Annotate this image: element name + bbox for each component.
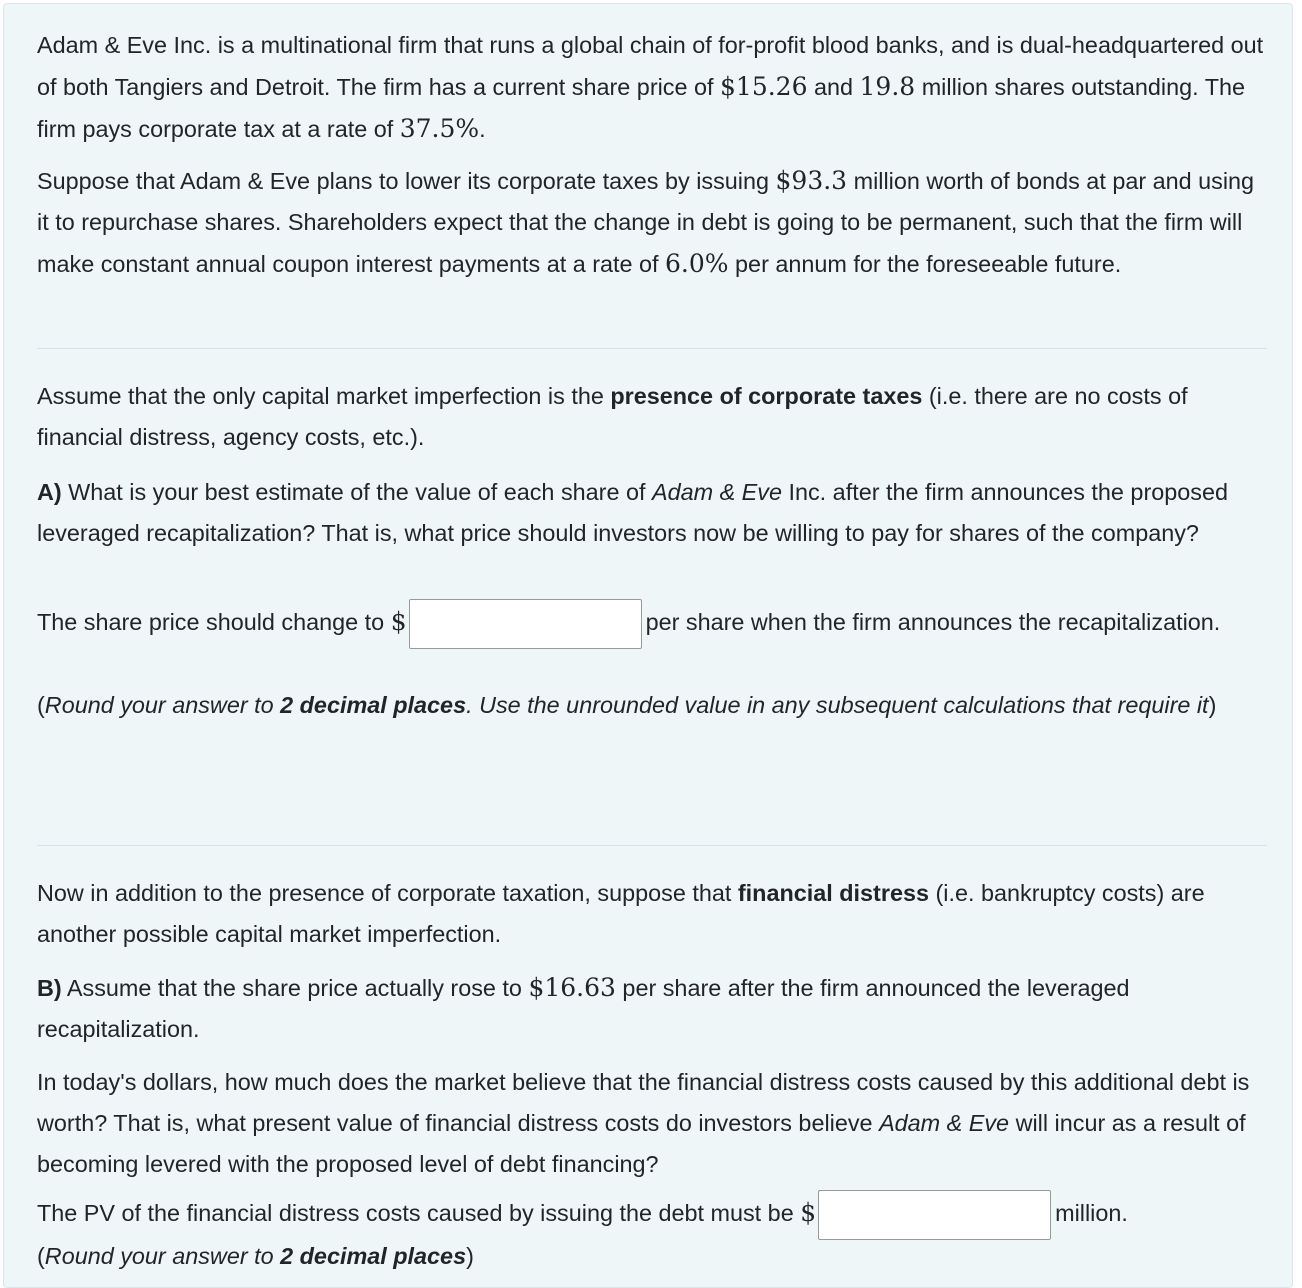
share-price: $15.26 <box>720 72 808 101</box>
part-b-label: B) <box>37 975 62 1001</box>
answer-suffix: per share when the firm announces the recapitalization. <box>645 609 1221 636</box>
share-price-answer-input[interactable] <box>409 599 642 649</box>
shares-outstanding: 19.8 <box>859 72 916 101</box>
intro-text: and <box>807 74 860 100</box>
question-card <box>3 3 1293 1288</box>
part-b-text: (i.e. bankruptcy costs) are another possible capital market imperfection. <box>37 880 1205 947</box>
part-a-assumption <box>37 376 1267 458</box>
distress-cost-answer-input[interactable] <box>818 1190 1051 1240</box>
paren-open: ( <box>37 1243 45 1269</box>
part-b-text: Now in addition to the presence of corporate taxation, suppose that <box>37 880 738 906</box>
part-b-text: per share after the firm announced the leveraged recapitalization. <box>37 975 1130 1042</box>
company-name: Adam & Eve <box>651 479 782 505</box>
part-a-label: A) <box>37 479 62 505</box>
company-name: Adam & Eve <box>879 1110 1010 1136</box>
divider <box>37 348 1267 349</box>
paren-open: ( <box>37 692 45 718</box>
note-bold: 2 decimal places <box>280 692 467 718</box>
note-bold: 2 decimal places <box>280 1243 467 1269</box>
part-b-question-2 <box>37 1062 1267 1185</box>
divider <box>37 845 1267 846</box>
bond-amount: $93.3 <box>775 166 848 195</box>
note-text-a: Round your answer to <box>44 692 281 718</box>
intro-text: Adam & Eve Inc. is a multinational firm that runs a global chain of for-profit blood banks, and is dual-headquartered out of both Tangiers and Detroit. The firm has a current share price of <box>37 32 1264 100</box>
intro-paragraph-2 <box>37 160 1267 285</box>
intro-text: million shares outstanding. The firm pays corporate tax at a rate of <box>37 74 1246 142</box>
part-a-text: Assume that the only capital market imperfection is the <box>37 383 611 409</box>
part-a-note <box>37 685 1267 726</box>
currency-symbol: $ <box>800 1198 817 1228</box>
tax-rate: 37.5% <box>399 114 480 143</box>
part-b-question <box>37 967 1267 1050</box>
part-a-bold: presence of corporate taxes <box>610 383 923 409</box>
part-a-answer-line <box>37 599 1267 649</box>
part-b-text: In today's dollars, how much does the market believe that the financial distress costs caused by this additional debt is worth? That is, what present value of financial distress costs do investors believe <box>37 1069 1250 1136</box>
note-text <box>45 1243 466 1269</box>
paren-close: ) <box>1208 692 1217 718</box>
part-a-text: What is your best estimate of the value of each share of <box>61 479 652 505</box>
currency-symbol: $ <box>390 607 407 637</box>
coupon-rate: 6.0% <box>665 249 729 278</box>
part-b-intro <box>37 873 1267 955</box>
part-b-text: Assume that the share price actually rose to <box>61 975 529 1001</box>
intro-text: million worth of bonds at par and using it to repurchase shares. Shareholders expect that the change in debt is going to be permanent, such that the firm will make constant annual coupon interest payments at a rate of <box>37 168 1255 277</box>
answer-prefix: The PV of the financial distress costs caused by issuing the debt must be <box>37 1200 801 1227</box>
new-share-price: $16.63 <box>528 973 616 1002</box>
part-b-text: will incur as a result of becoming levered with the proposed level of debt financing? <box>37 1110 1246 1177</box>
note-text-a: Round your answer to <box>44 1243 281 1269</box>
part-a-question <box>37 472 1267 554</box>
note-text-b: . Use the unrounded value in any subsequent calculations that require it <box>466 692 1209 718</box>
answer-suffix: million. <box>1055 1200 1128 1227</box>
intro-text: . <box>479 116 486 142</box>
paren-close: ) <box>466 1243 474 1269</box>
answer-prefix: The share price should change to <box>37 609 391 636</box>
part-a-text: Inc. after the firm announces the proposed leveraged recapitalization? That is, what price should investors now be willing to pay for shares of the company? <box>37 479 1228 546</box>
intro-paragraph-1 <box>37 25 1267 150</box>
part-b-bold: financial distress <box>737 880 929 906</box>
intro-text: per annum for the foreseeable future. <box>728 251 1122 277</box>
part-a-text: (i.e. there are no costs of financial distress, agency costs, etc.). <box>37 383 1188 450</box>
part-b-note <box>37 1236 1267 1277</box>
part-b-answer-line <box>37 1190 1267 1240</box>
intro-text: Suppose that Adam & Eve plans to lower its corporate taxes by issuing <box>37 168 776 194</box>
note-text <box>45 692 1209 718</box>
